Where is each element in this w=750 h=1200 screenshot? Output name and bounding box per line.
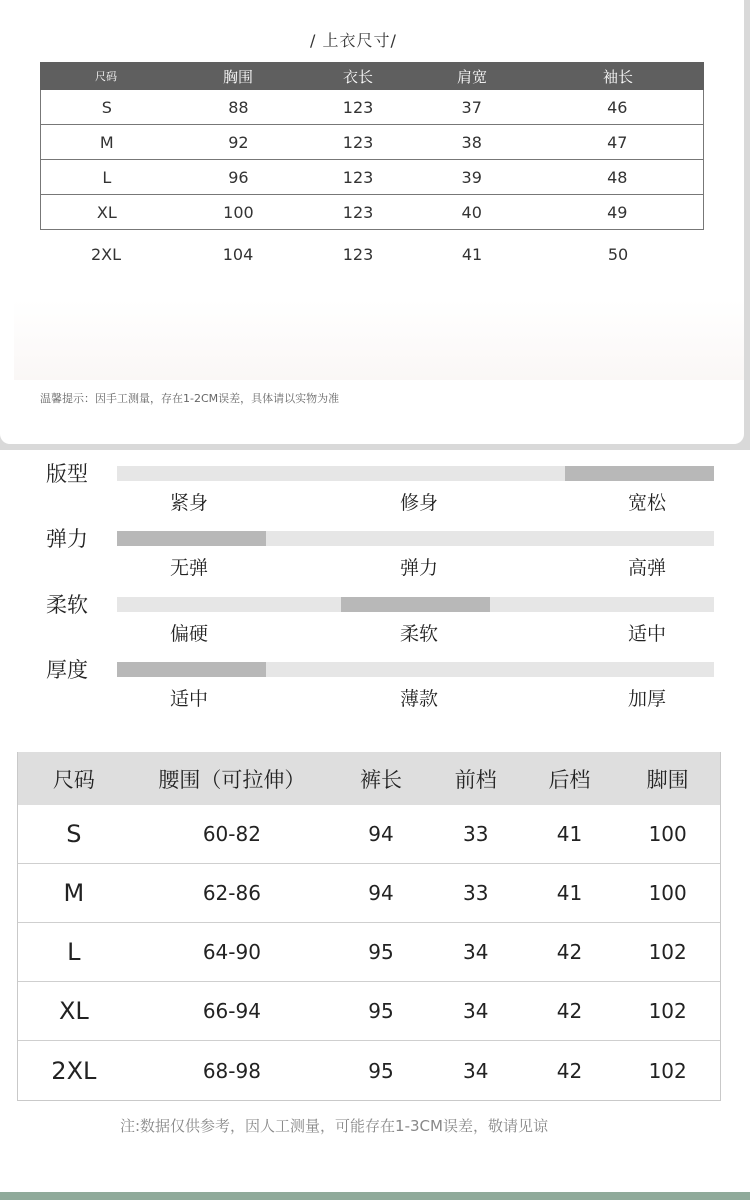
table-cell: 34 (462, 999, 489, 1023)
table-cell: 88 (228, 97, 249, 117)
header-cell: 衣长 (342, 67, 373, 86)
table-cell: 123 (342, 97, 374, 117)
header-cell: 尺码 (52, 767, 95, 792)
table-row (40, 90, 704, 125)
size-cell: M (99, 132, 114, 152)
size-cell: 2XL (90, 244, 122, 264)
table-cell: 104 (222, 244, 254, 264)
header-cell: 袖长 (602, 67, 633, 86)
table-cell: 60-82 (202, 822, 261, 846)
pants-chart-note: 注:数据仅供参考，因人工测量，可能存在1-3CM误差，敬请见谅 (120, 1117, 548, 1135)
header-cell: 前档 (454, 767, 497, 792)
scale-track (117, 466, 714, 481)
header-cell: 裤长 (359, 767, 402, 792)
table-cell: 46 (607, 97, 628, 117)
scale-option: 柔软 (400, 623, 439, 645)
scale-option: 紧身 (170, 492, 209, 514)
table-cell: 95 (368, 1058, 394, 1083)
top-size-card (0, 0, 744, 444)
scale-label: 版型 (46, 462, 88, 486)
size-cell: S (66, 820, 82, 848)
table-cell: 94 (368, 822, 394, 846)
table-cell: 41 (461, 244, 483, 264)
table-cell: 102 (648, 999, 687, 1023)
table-cell: 123 (342, 202, 374, 222)
scale-option: 偏硬 (170, 623, 209, 645)
table-cell: 66-94 (202, 999, 261, 1023)
top-table-header (40, 62, 704, 90)
table-cell: 100 (648, 822, 687, 846)
table-cell: 68-98 (202, 1058, 261, 1083)
table-row (18, 982, 720, 1041)
size-cell: L (102, 167, 112, 187)
header-cell: 胸围 (222, 67, 253, 86)
table-cell: 38 (461, 132, 482, 152)
size-cell: M (63, 879, 85, 907)
fit-scale-elasticity (0, 523, 750, 589)
table-row (18, 923, 720, 982)
table-cell: 47 (607, 132, 628, 152)
scale-label: 厚度 (46, 658, 88, 682)
scale-option: 弹力 (400, 557, 439, 579)
header-cell: 尺码 (95, 70, 117, 83)
size-cell: XL (58, 997, 89, 1025)
header-cell: 脚围 (646, 767, 689, 792)
table-row (40, 125, 704, 160)
scale-track (117, 531, 714, 546)
scale-option: 适中 (170, 688, 209, 710)
fit-scale-cut (0, 458, 750, 524)
table-cell: 33 (462, 881, 489, 905)
scale-option: 高弹 (628, 557, 667, 579)
scale-track (117, 662, 714, 677)
table-row (40, 195, 704, 230)
table-cell: 37 (461, 97, 482, 117)
table-cell: 48 (607, 167, 628, 187)
table-row (18, 864, 720, 923)
table-cell: 62-86 (202, 881, 261, 905)
size-cell: 2XL (51, 1056, 97, 1085)
table-row (18, 805, 720, 864)
table-cell: 33 (462, 822, 489, 846)
scale-track (117, 597, 714, 612)
table-cell: 50 (607, 244, 629, 264)
table-cell: 102 (648, 940, 687, 964)
scale-option: 无弹 (170, 557, 209, 579)
table-cell: 92 (228, 132, 249, 152)
table-row (18, 1041, 720, 1100)
table-cell: 42 (556, 1058, 583, 1083)
table-cell: 95 (368, 999, 394, 1023)
table-cell: 41 (556, 822, 583, 846)
table-cell: 40 (461, 202, 482, 222)
header-cell: 肩宽 (456, 67, 487, 86)
scale-indicator (117, 531, 266, 546)
table-cell: 34 (462, 1058, 489, 1083)
table-cell: 100 (223, 202, 254, 222)
scale-option: 适中 (628, 623, 667, 645)
table-cell: 123 (342, 244, 374, 264)
table-cell: 64-90 (202, 940, 261, 964)
table-cell: 123 (342, 167, 374, 187)
scale-label: 弹力 (46, 527, 88, 551)
card-shade (14, 300, 744, 380)
table-cell: 42 (556, 940, 583, 964)
table-cell: 94 (368, 881, 394, 905)
top-chart-note: 温馨提示：因手工测量，存在1-2CM误差，具体请以实物为准 (40, 392, 340, 405)
table-row (40, 230, 704, 278)
table-cell: 41 (556, 881, 583, 905)
table-cell: 39 (461, 167, 482, 187)
table-cell: 34 (462, 940, 489, 964)
table-cell: 95 (368, 940, 394, 964)
table-cell: 42 (556, 999, 583, 1023)
table-cell: 96 (228, 167, 249, 187)
table-cell: 49 (607, 202, 628, 222)
scale-option: 宽松 (628, 492, 667, 514)
size-cell: XL (96, 202, 117, 222)
scale-option: 修身 (400, 492, 439, 514)
table-cell: 123 (342, 132, 374, 152)
size-cell: L (67, 938, 81, 966)
top-size-table (40, 62, 704, 278)
bottom-edge-strip (0, 1192, 750, 1200)
scale-label: 柔软 (46, 593, 88, 617)
table-row (40, 160, 704, 195)
table-cell: 102 (648, 1058, 687, 1083)
header-cell: 腰围（可拉伸） (158, 767, 306, 792)
scale-indicator (117, 662, 266, 677)
table-cell: 100 (648, 881, 687, 905)
scale-indicator (565, 466, 714, 481)
scale-option: 薄款 (400, 688, 439, 710)
header-cell: 后档 (548, 767, 591, 792)
fit-scale-thickness (0, 654, 750, 720)
scale-indicator (341, 597, 490, 612)
pants-table-header (18, 752, 720, 805)
fit-scale-softness (0, 589, 750, 655)
size-cell: S (101, 97, 112, 117)
pants-size-table (17, 752, 721, 1101)
scale-option: 加厚 (628, 688, 667, 710)
top-chart-title: / 上衣尺寸/ (310, 31, 397, 50)
